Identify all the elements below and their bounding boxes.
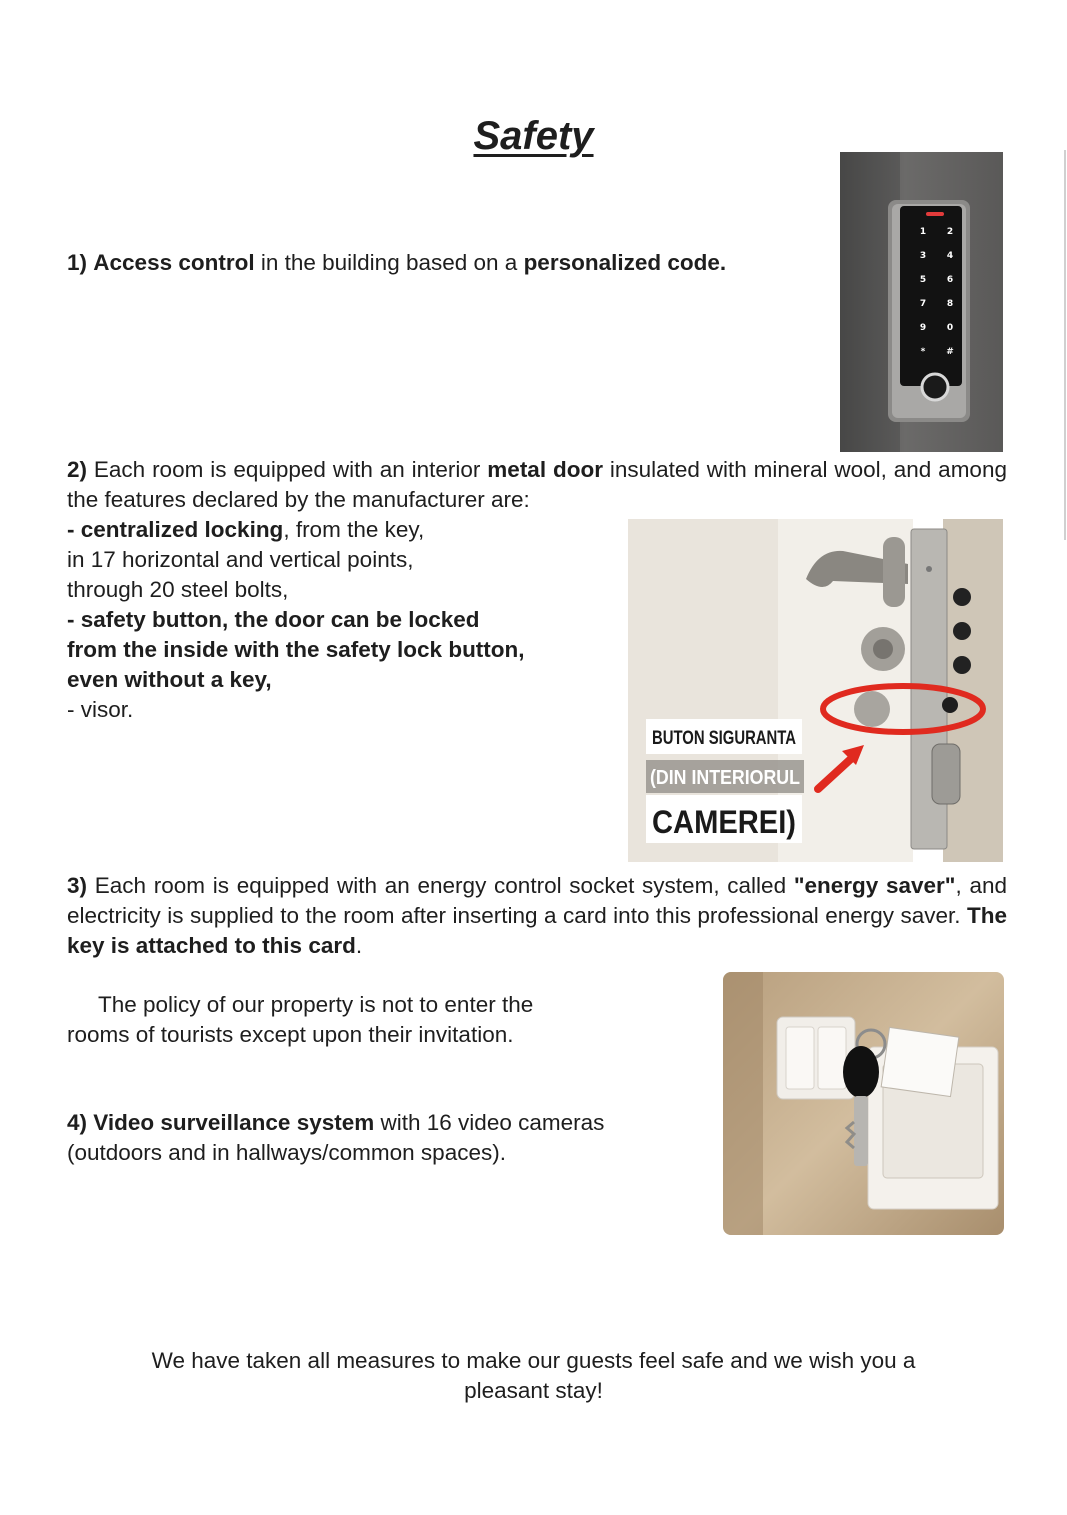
closing-line1: We have taken all measures to make our guests feel safe and we wish you a [151,1348,916,1373]
svg-text:2: 2 [946,227,954,237]
svg-text:8: 8 [946,299,954,309]
feature-lock-points: in 17 horizontal and vertical points, [67,547,414,572]
section-access-control: 1) Access control in the building based on a personalized code. [67,250,727,275]
closing-message [60,1346,1007,1406]
photo-label-line2: (DIN INTERIORUL [650,767,800,789]
keypad-photo [840,152,1003,452]
svg-text:9: 9 [919,323,927,333]
surveillance-line2: (outdoors and in hallways/common spaces). [67,1140,506,1165]
photo-label-line1: BUTON SIGURANTA [652,728,797,749]
feature-safety-button: - safety button, the door can be locked [67,607,480,632]
closing-line2: pleasant stay! [464,1378,603,1403]
energy-saver-photo [723,972,1004,1235]
door-features-list [67,515,627,725]
svg-text:*: * [920,347,926,357]
feature-visor: - visor. [67,697,134,722]
svg-text:6: 6 [946,275,954,285]
policy-line2: rooms of tourists except upon their invitation. [67,1022,514,1047]
page-title: Safety [473,114,594,158]
surveillance-line1: 4) Video surveillance system with 16 video cameras [67,1110,605,1135]
feature-safety-button-line2: from the inside with the safety lock button, [67,637,525,662]
section-metal-door: 2) Each room is equipped with an interior metal door insulated with mineral wool, and among the features declared by the manufacturer are: [67,457,1007,512]
scrollbar-track[interactable] [1064,150,1066,540]
svg-text:5: 5 [919,275,927,285]
key-fob-icon [843,1046,879,1098]
policy-line1: The policy of our property is not to enter the [98,992,534,1017]
section-video-surveillance [67,1108,707,1168]
photo-label-line3: CAMEREI) [652,804,796,840]
door-lock-photo [628,519,1003,862]
fingerprint-sensor-icon [922,374,948,400]
section-energy-saver: 3) Each room is equipped with an energy control socket system, called "energy saver", and electricity is supplied to the room after inserting a card into this professional energy saver. The key is attached to this card. [67,873,1007,958]
svg-text:7: 7 [919,299,927,309]
svg-text:3: 3 [919,251,927,261]
svg-text:1: 1 [919,227,927,237]
feature-safety-button-line3: even without a key, [67,667,272,692]
svg-text:#: # [946,347,954,357]
svg-text:0: 0 [946,323,954,333]
feature-centralized-locking: - centralized locking, from the key, [67,517,425,542]
feature-steel-bolts: through 20 steel bolts, [67,577,289,602]
svg-text:4: 4 [946,251,954,261]
property-policy [67,990,707,1050]
